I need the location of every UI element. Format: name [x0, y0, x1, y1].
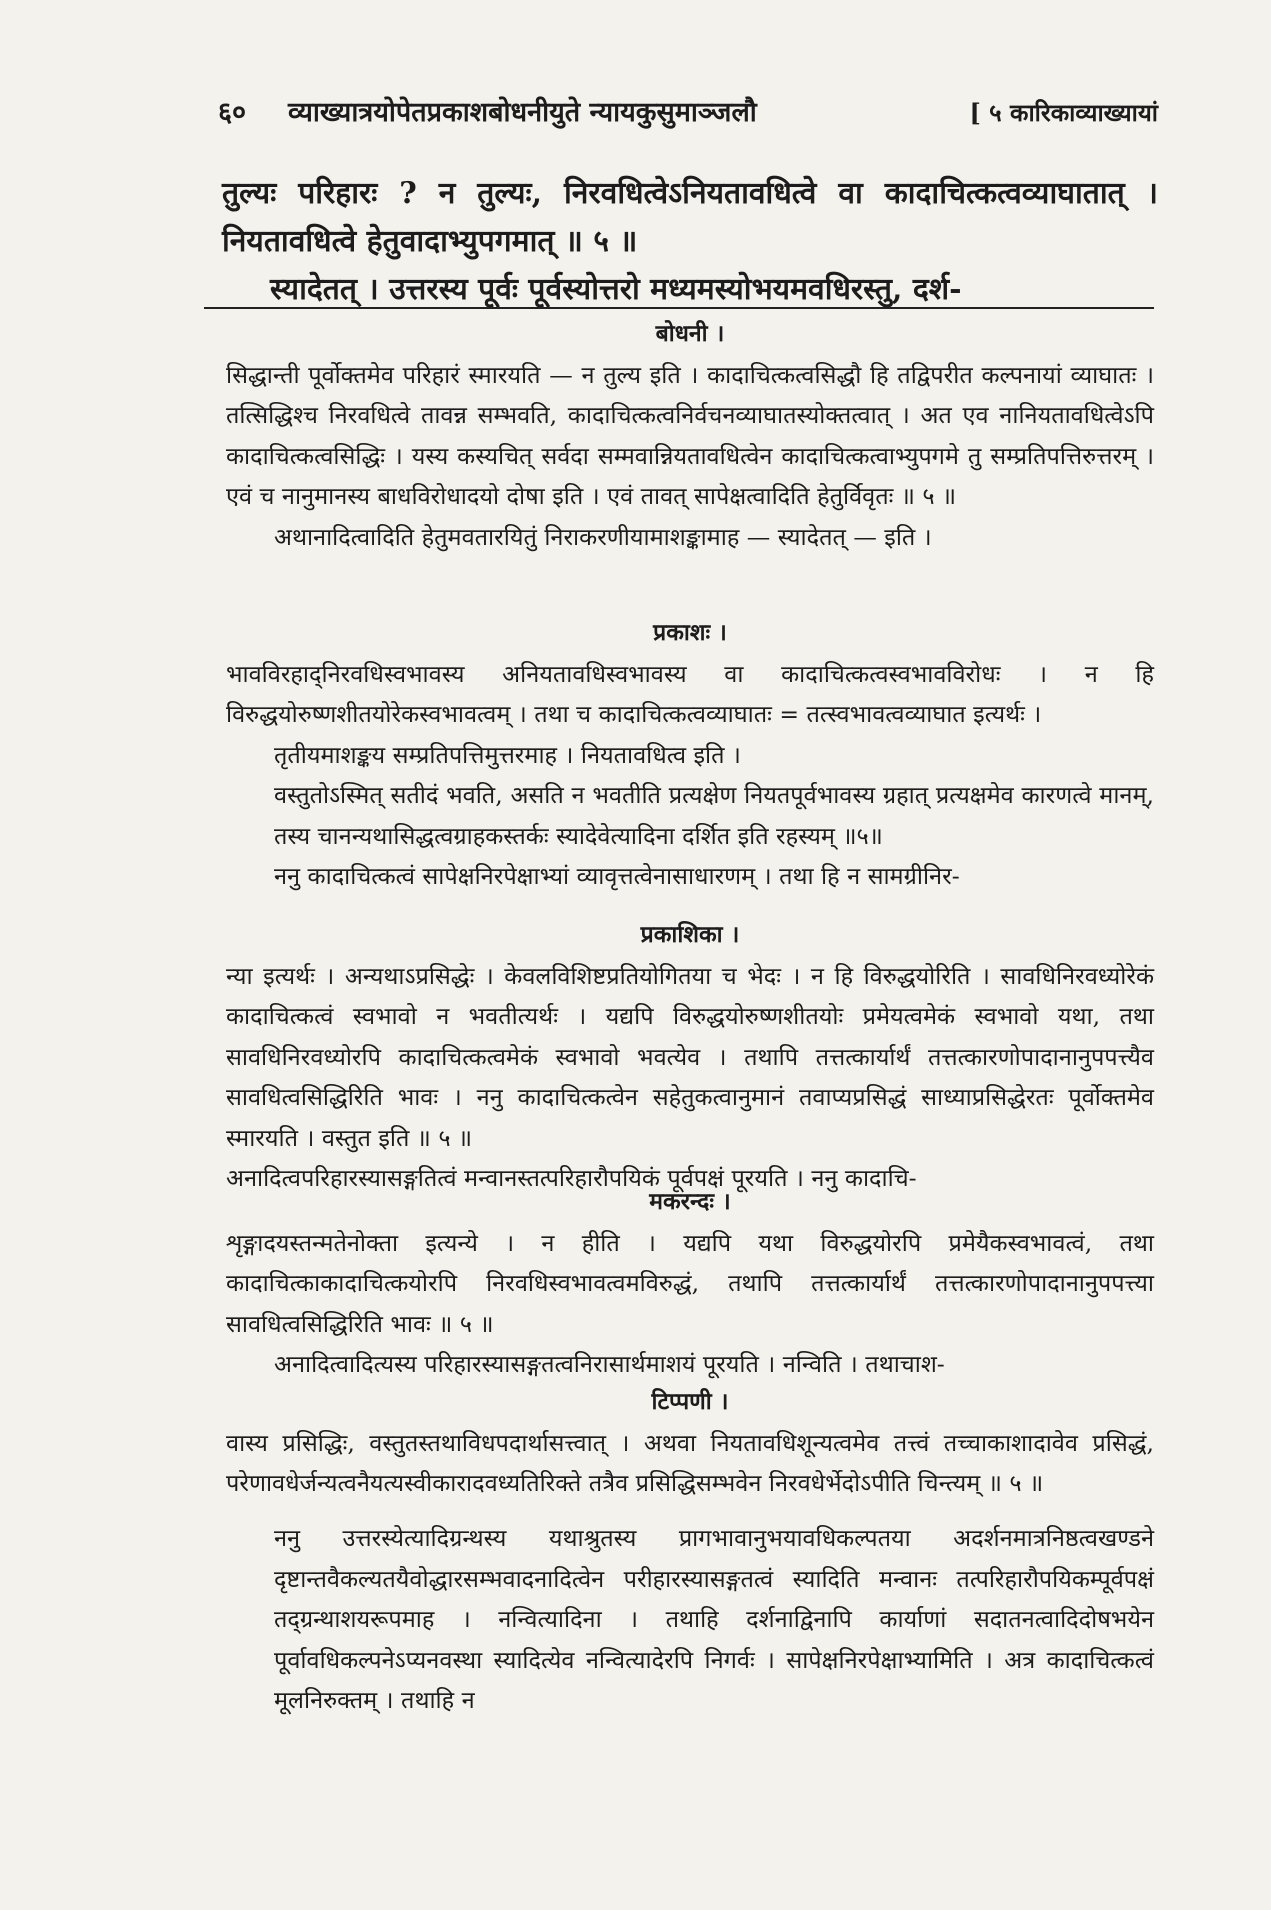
- notes-paragraph: ननु उत्तरस्येत्यादिग्रन्थस्य यथाश्रुतस्य प्रागभावानुभयावधिकल्पतया अदर्शनमात्रनिष्ठत्वखण्डने दृष्टान्तवैकल्यतयैवोद्धारसम्भवादनादित्वेन परीहारस्यासङ्गतत्वं स्यादिति मन्वानः तत्परिहारौपयिकम्पूर्वपक्षं तद्ग्रन्थाशयरूपमाह । नन्वित्यादिना । तथाहि दर्शनाद्विनापि कार्याणां सदातनत्वादिदोषभयेन पूर्वावधिकल्पनेऽप्यनवस्था स्यादित्येव नन्वित्यादेरपि निगर्वः । सापेक्षनिरपेक्षाभ्यामिति । अत्र कादाचित्कत्वं मूलनिरुक्तम् । तथाहि न: [274, 1524, 1154, 1714]
- commentary-heading: मकरन्दः ।: [649, 1188, 731, 1215]
- prakasha-commentary: [226, 613, 1154, 897]
- makaranda-commentary: [226, 1182, 1154, 1385]
- commentary-heading: प्रकाशिका ।: [640, 921, 740, 948]
- commentary-paragraph: शृङ्गादयस्तन्मतेनोक्ता इत्यन्ये । न हीति । यद्यपि यथा विरुद्धयोरपि प्रमेयैकस्वभावत्वं, तथा कादाचित्काकादाचित्कयोरपि निरवधिस्वभावत्वमविरुद्धं, तथापि तत्तत्कार्यार्थं तत्तत्कारणोपादानानुपपत्त्या सावधित्वसिद्धिरिति भावः ॥ ५ ॥: [226, 1228, 1154, 1338]
- commentary-paragraph: अनादित्वादित्यस्य परिहारस्यासङ्गतत्वनिरासार्थमाशयं पूरयति । नन्विति । तथाचाश-: [274, 1350, 945, 1378]
- commentary-heading: प्रकाशः ।: [653, 619, 727, 646]
- prakashika-commentary: [226, 915, 1154, 1199]
- running-header: [218, 92, 1158, 138]
- root-text-line: तुल्यः परिहारः ? न तुल्यः, निरवधित्वेऽनियतावधित्वे वा कादाचित्कत्वव्याघातात् । नियतावधित्वे हेतुवादाभ्युपगमात् ॥ ५ ॥: [222, 176, 1158, 259]
- separator-rule: [204, 307, 1154, 309]
- commentary-paragraph: अनादित्वपरिहारस्यासङ्गतित्वं मन्वानस्तत्परिहारौपयिकं पूर्वपक्षं पूरयति । ननु कादाचि-: [226, 1164, 917, 1192]
- commentary-heading: बोधनी ।: [655, 320, 725, 347]
- bodhani-commentary: [226, 314, 1154, 557]
- page-number: ६०: [218, 97, 247, 128]
- commentary-paragraph: अथानादित्वादिति हेतुमवतारयितुं निराकरणीयामाशङ्कामाह — स्यादेतत् — इति ।: [274, 522, 932, 551]
- commentary-paragraph: वस्तुतोऽस्मित् सतीदं भवति, असति न भवतीति प्रत्यक्षेण नियतपूर्वभावस्य ग्रहात् प्रत्यक्षमेव कारणत्वे मानम्, तस्य चानन्यथासिद्धत्वग्राहकस्तर्कः स्यादेवेत्यादिना दर्शित इति रहस्यम् ॥५॥: [274, 781, 1154, 850]
- commentary-paragraph: भावविरहाद्निरवधिस्वभावस्य अनियतावधिस्वभावस्य वा कादाचित्कत्वस्वभावविरोधः । न हि विरुद्धयोरुष्णशीतयोरेकस्वभावत्वम् । तथा च कादाचित्कत्वव्याघातः = तत्स्वभावत्वव्याघात इत्यर्थः ।: [226, 659, 1154, 728]
- commentary-paragraph: सिद्धान्ती पूर्वोक्तमेव परिहारं स्मारयति — न तुल्य इति । कादाचित्कत्वसिद्धौ हि तद्विपरीत कल्पनायां व्याघातः । तत्सिद्धिश्च निरवधित्वे तावन्न सम्भवति, कादाचित्कत्वनिर्वचनव्याघातस्योक्तत्वात् । अत एव नानियतावधित्वेऽपि कादाचित्कत्वसिद्धिः । यस्य कस्यचित् सर्वदा सम्मवान्नियतावधित्वेन कादाचित्कत्वाभ्युपगमे तु सम्प्रतिपत्तिरुत्तरम् । एवं च नानुमानस्य बाधविरोधादयो दोषा इति । एवं तावत् सापेक्षत्वादिति हेतुर्विवृतः ॥ ५ ॥: [226, 360, 1154, 510]
- commentary-paragraph: ननु कादाचित्कत्वं सापेक्षनिरपेक्षाभ्यां व्यावृत्तत्वेनासाधारणम् । तथा हि न सामग्रीनिर-: [274, 862, 960, 890]
- section-label: [ ५ कारिकाव्याख्यायां: [969, 98, 1158, 127]
- commentary-paragraph: तृतीयमाशङ्कय सम्प्रतिपत्तिमुत्तरमाह । नियतावधित्व इति ।: [274, 740, 741, 769]
- commentary-paragraph: न्या इत्यर्थः । अन्यथाऽप्रसिद्धेः । केवलविशिष्टप्रतियोगितया च भेदः । न हि विरुद्धयोरिति । सावधिनिरवध्योरेकं कादाचित्कत्वं स्वभावो न भवतीत्यर्थः । यद्यपि विरुद्धयोरुष्णशीतयोः प्रमेयत्वमेकं स्वभावो यथा, तथा सावधिनिरवध्योरपि कादाचित्कत्वमेकं स्वभावो भवत्येव । तथापि तत्तत्कार्यार्थं तत्तत्कारणोपादानानुपपत्त्यैव सावधित्वसिद्धिरिति भावः । ननु कादाचित्कत्वेन सहेतुकत्वानुमानं तवाप्यप्रसिद्धं साध्याप्रसिद्धेरतः पूर्वोक्तमेव स्मारयति । वस्तुत इति ॥ ५ ॥: [226, 961, 1154, 1152]
- root-text-line: स्यादेतत् । उत्तरस्य पूर्वः पूर्वस्योत्तरो मध्यमस्योभयमवधिरस्तु, दर्श-: [270, 272, 962, 307]
- commentary-paragraph: वास्य प्रसिद्धिः, वस्तुतस्तथाविधपदार्थासत्त्वात् । अथवा नियतावधिशून्यत्वमेव तत्त्वं तच्चाकाशादावेव प्रसिद्धं, परेणावधेर्जन्यत्वनैयत्यस्वीकारादवध्यतिरिक्ते तत्रैव प्रसिद्धिसम्भवेन निरवधेर्भेदोऽपीति चिन्त्यम् ॥ ५ ॥: [226, 1428, 1154, 1497]
- notes-block: [226, 1518, 1154, 1721]
- tippani-commentary: [226, 1382, 1154, 1504]
- running-title: व्याख्यात्रयोपेतप्रकाशबोधनीयुते न्यायकुसुमाञ्जलौ: [288, 97, 757, 128]
- commentary-heading: टिप्पणी ।: [651, 1388, 729, 1415]
- root-text: [222, 170, 1158, 314]
